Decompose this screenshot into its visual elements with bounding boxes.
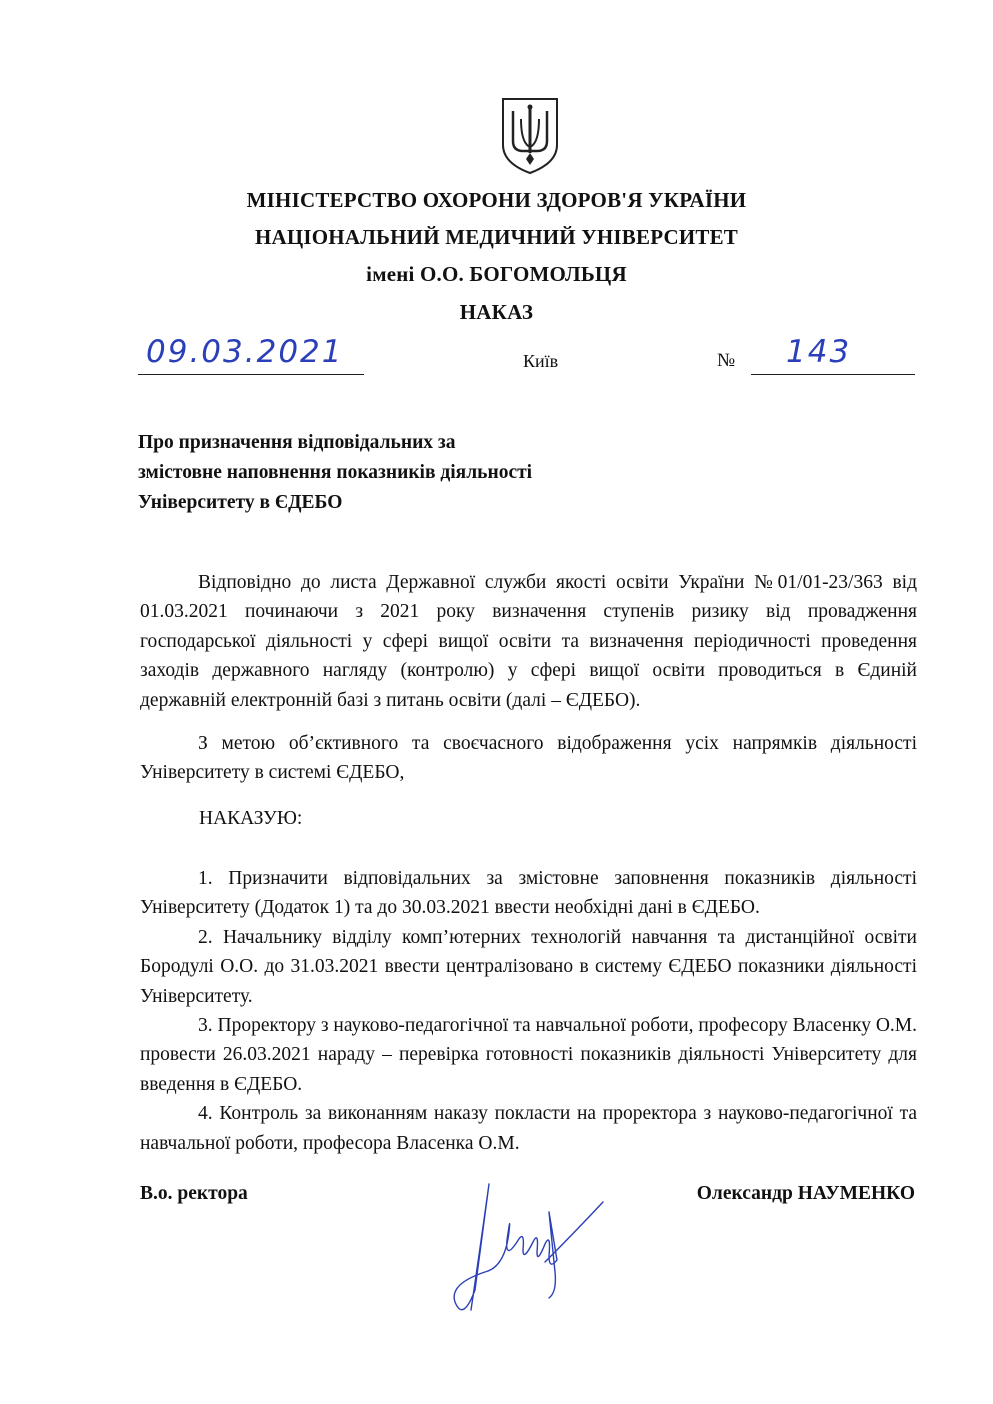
signatory-name: Олександр НАУМЕНКО: [696, 1183, 915, 1204]
order-items: [140, 864, 917, 1158]
handwritten-signature-icon: [445, 1172, 605, 1322]
body-paragraph-1: [140, 568, 917, 715]
paragraph-text: З метою об’єктивного та своєчасного відображення усіх напрямків діяльності Університету в системі ЄДЕБО,: [140, 733, 917, 784]
university-named-after: імені О.О. БОГОМОЛЬЦЯ: [366, 262, 627, 286]
order-item-3: 3. Проректору з науково-педагогічної та навчальної роботи, професору Власенку О.М. провести 26.03.2021 нараду – перевірка готовності показників діяльності Університету для введення в ЄДЕБО.: [140, 1015, 917, 1095]
body-paragraph-2: [140, 729, 917, 788]
order-word: НАКАЗУЮ:: [199, 808, 303, 829]
number-sign: №: [717, 350, 736, 371]
order-item-4: 4. Контроль за виконанням наказу покласти на проректора з науково-педагогічної та навчальної роботи, професора Власенка О.М.: [140, 1103, 917, 1154]
paragraph-text: Відповідно до листа Державної служби якості освіти України №01/01-23/363 від 01.03.2021 починаючи з 2021 року визначення ступенів ризику від провадження господарської діяльності у сфері вищої освіти та визначення періодичності проведення заходів державного нагляду (контролю) у сфері вищої освіти проводиться в Єдиній державній електронній базі з питань освіти (далі – ЄДЕБО).: [140, 572, 917, 711]
city-label: Київ: [523, 351, 559, 371]
subject-line-2: змістовне наповнення показників діяльності: [138, 462, 533, 483]
number-underline: [751, 374, 915, 375]
order-item-1: 1. Призначити відповідальних за змістовне заповнення показників діяльності Університету (Додаток 1) та до 30.03.2021 ввести необхідні дані в ЄДЕБО.: [140, 868, 917, 919]
subject-line-3: Університету в ЄДЕБО: [138, 492, 343, 513]
order-number: 143: [786, 334, 852, 370]
university-title: НАЦІОНАЛЬНИЙ МЕДИЧНИЙ УНІВЕРСИТЕТ: [254, 225, 739, 249]
document-type: НАКАЗ: [459, 300, 534, 324]
subject-line-1: Про призначення відповідальних за: [138, 432, 456, 453]
date-underline: [138, 374, 364, 375]
signatory-title: В.о. ректора: [140, 1183, 248, 1204]
order-date: 09.03.2021: [146, 334, 344, 370]
ministry-title: МІНІСТЕРСТВО ОХОРОНИ ЗДОРОВ'Я УКРАЇНИ: [246, 188, 747, 212]
trident-emblem-icon: [499, 95, 561, 175]
order-item-2: 2. Начальнику відділу комп’ютерних технологій навчання та дистанційної освіти Бородулі О.О. до 31.03.2021 ввести централізовано в систему ЄДЕБО показники діяльності Університету.: [140, 926, 917, 1007]
